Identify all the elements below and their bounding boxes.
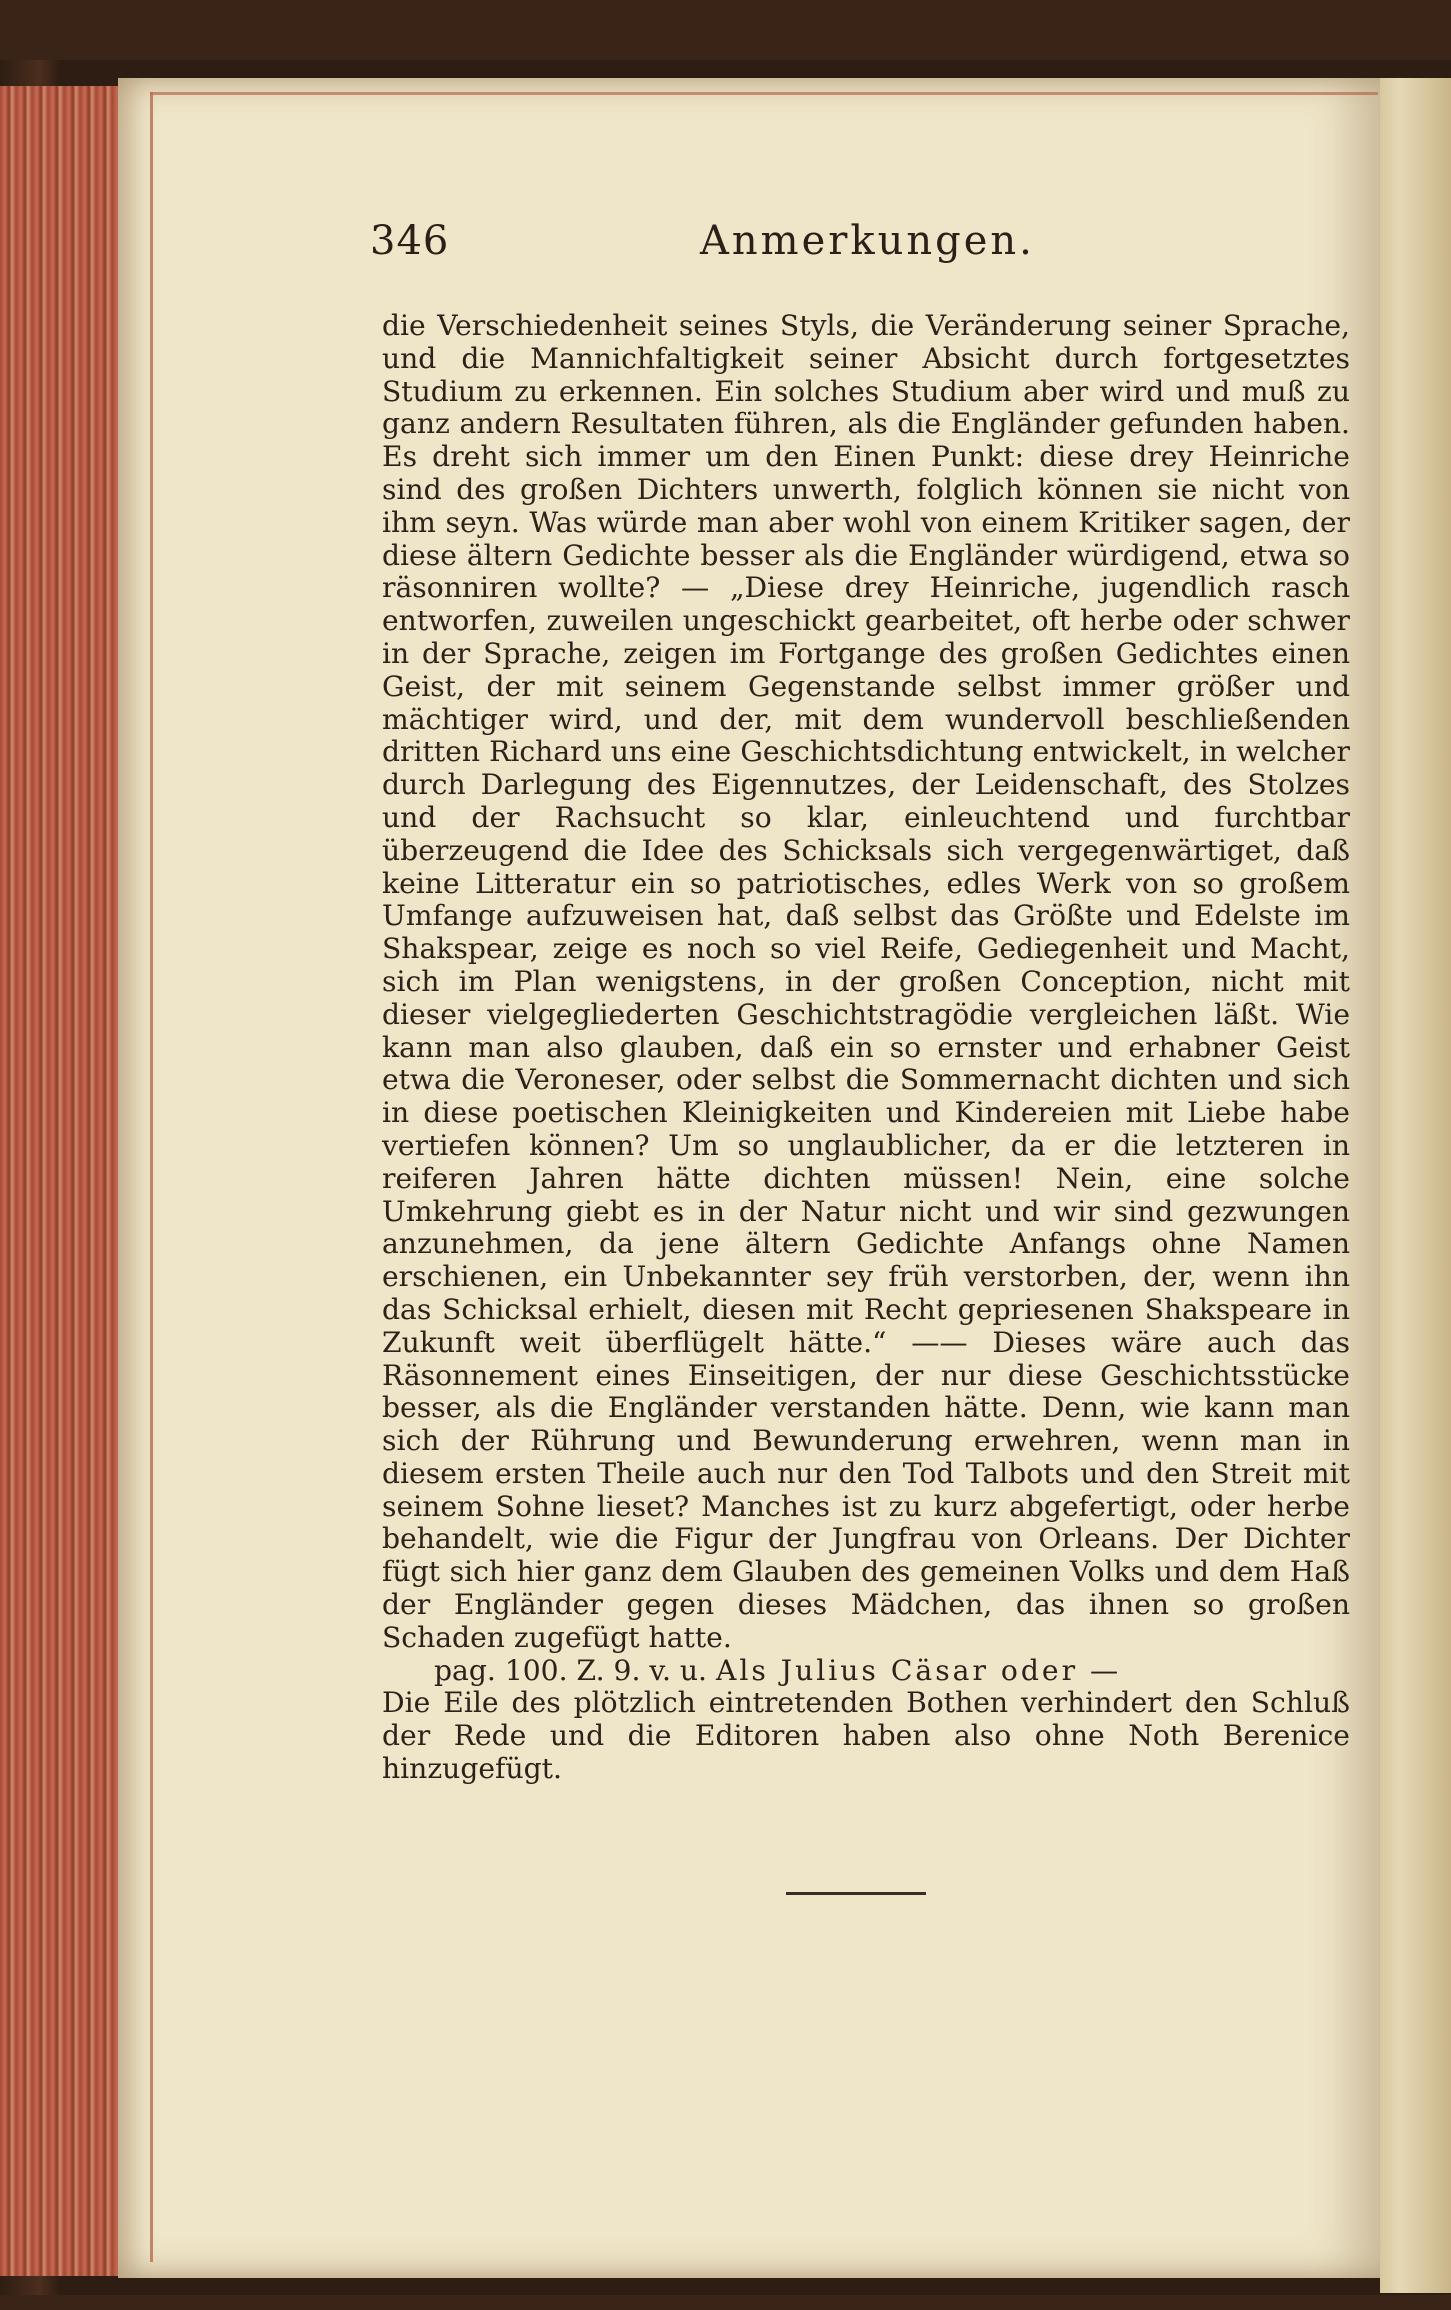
facing-page-edge (1380, 78, 1451, 2293)
paragraph-main: die Verschiedenheit seines Styls, die Veränderung seiner Sprache, und die Mannichfaltigkeit seiner Absicht durch fortgesetztes Studium zu erkennen. Ein solches Studium aber wird und muß zu ganz andern Resultaten führen, als die Engländer gefunden haben. Es dreht sich immer um den Einen Punkt: diese drey Heinriche sind des großen Dichters unwerth, folglich können sie nicht von ihm seyn. Was würde man aber wohl von einem Kritiker sagen, der diese ältern Gedichte besser als die Engländer würdigend, etwa so räsonniren wollte? — „Diese drey Heinriche, jugendlich rasch entworfen, zuweilen ungeschickt gearbeitet, oft herbe oder schwer in der Sprache, zeigen im Fortgange des großen Gedichtes einen Geist, der mit seinem Gegenstande selbst immer größer und mächtiger wird, und der, mit dem wundervoll beschließenden dritten Richard uns eine Geschichtsdichtung entwickelt, in welcher durch Darlegung des Eigennutzes, der Leidenschaft, des Stolzes und der Rachsucht so klar, einleuchtend und furchtbar überzeugend die Idee des Schicksals sich vergegenwärtiget, daß keine Litteratur ein so patriotisches, edles Werk von so großem Umfange aufzuweisen hat, daß selbst das Größte und Edelste im Shakspear, zeige es noch so viel Reife, Gediegenheit und Macht, sich im Plan wenigstens, in der großen Conception, nicht mit dieser vielgegliederten Geschichtstragödie vergleichen läßt. Wie kann man also glauben, daß ein so ernster und erhabner Geist etwa die Veroneser, oder selbst die Sommernacht dichten und sich in diese poetischen Kleinigkeiten und Kindereien mit Liebe habe vertiefen können? Um so unglaublicher, da er die letzteren in reiferen Jahren hätte dichten müssen! Nein, eine solche Umkehrung giebt es in der Natur nicht und wir sind gezwungen anzunehmen, da jene ältern Gedichte Anfangs ohne Namen erschienen, ein Unbekannter sey früh verstorben, der, wenn ihn das Schicksal erhielt, diesen mit Recht gepriesenen Shakspeare in Zukunft weit überflügelt hätte.“ —— Dieses wäre auch das Räsonnement eines Einseitigen, der nur diese Geschichtsstücke besser, als die Engländer verstanden hätte. Denn, wie kann man sich der Rührung und Bewunderung erwehren, wenn man in diesem ersten Theile auch nur den Tod Talbots und den Streit mit seinem Sohne lieset? Manches ist zu kurz abgefertigt, oder herbe behandelt, wie die Figur der Jungfrau von Orleans. Der Dichter fügt sich hier ganz dem Glauben des gemeinen Volks und dem Haß der Engländer gegen dieses Mädchen, das ihnen so großen Schaden zugefügt hatte. (382, 309, 1350, 1654)
body-text (382, 310, 1350, 1786)
running-head: Anmerkungen. (700, 218, 1035, 264)
page-edges (0, 86, 130, 2276)
note-paragraph (382, 1655, 1350, 1688)
page-border-top (150, 92, 1378, 95)
note-text: Die Eile des plötzlich eintretenden Bothen verhindert den Schluß der Rede und die Editoren haben also ohne Noth Berenice hinzugefügt. (382, 1686, 1350, 1786)
note-quote: Als Julius Cäsar oder — (715, 1653, 1122, 1687)
end-rule (786, 1892, 926, 1895)
page-border-left (150, 92, 153, 2262)
page-number: 346 (370, 218, 450, 264)
page-header (370, 218, 1350, 278)
note-reference: pag. 100. Z. 9. v. u. (434, 1653, 708, 1687)
